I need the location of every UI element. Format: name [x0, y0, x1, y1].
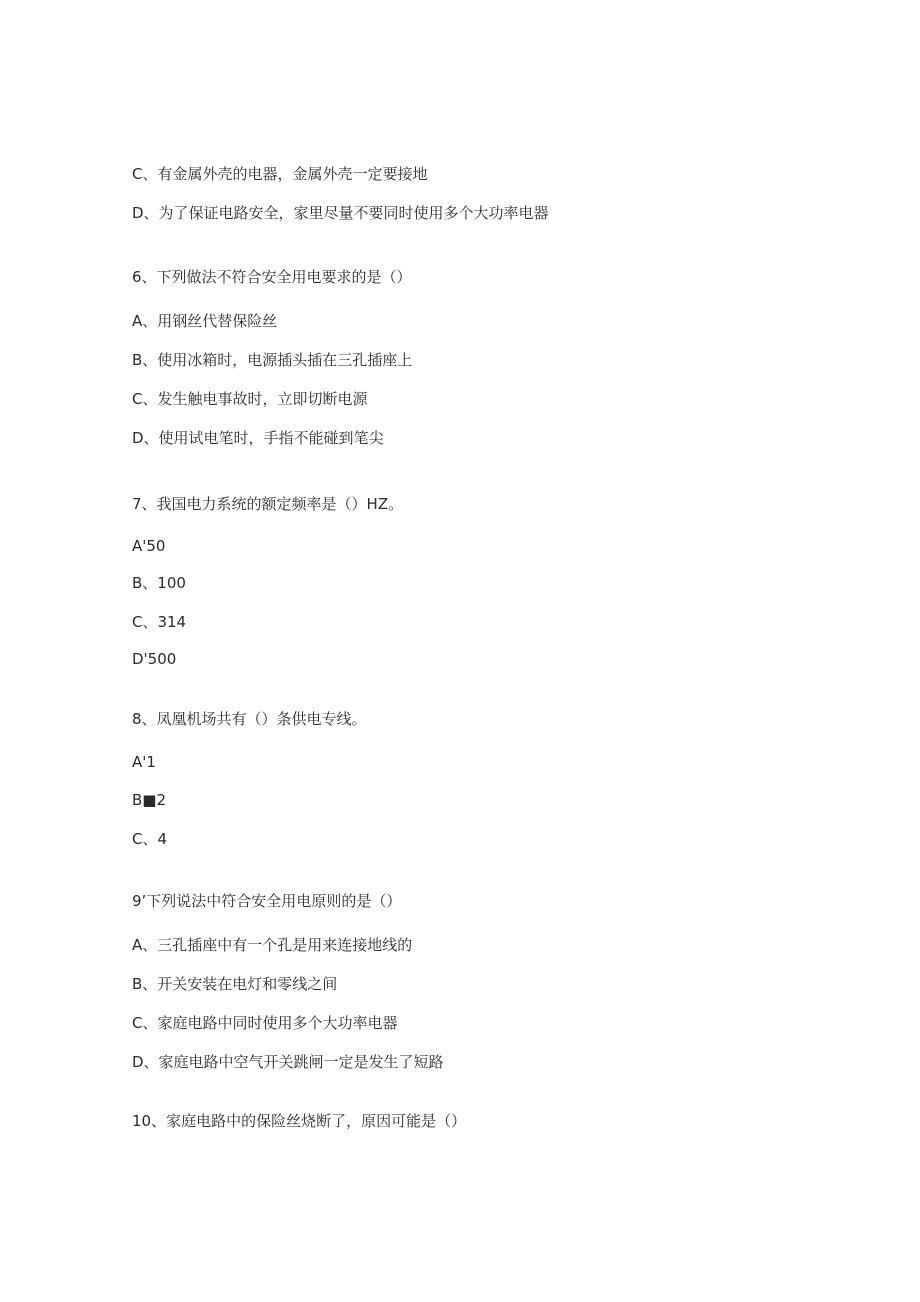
option-text: A'50	[132, 537, 166, 555]
option-text: C、家庭电路中同时使用多个大功率电器	[132, 1014, 398, 1032]
option-text: B、开关安装在电灯和零线之间	[132, 975, 338, 993]
option-text: B、100	[132, 574, 186, 592]
option-text: C、314	[132, 613, 187, 631]
question-text: 7、我国电力系统的额定频率是（）HZ。	[132, 495, 404, 513]
question-text: 10、家庭电路中的保险丝烧断了，原因可能是（）	[132, 1112, 467, 1130]
option-text: D、使用试电笔时，手指不能碰到笔尖	[132, 429, 384, 447]
option-text: A、用钢丝代替保险丝	[132, 312, 278, 330]
option-text: B■2	[132, 791, 167, 809]
option-text: D、家庭电路中空气开关跳闸一定是发生了短路	[132, 1053, 444, 1071]
question-text: 9’下列说法中符合安全用电原则的是（）	[132, 892, 402, 910]
option-text: A'1	[132, 753, 156, 771]
option-text: C、4	[132, 830, 168, 848]
option-text: C、有金属外壳的电器，金属外壳一定要接地	[132, 165, 428, 183]
option-text: D'500	[132, 650, 177, 668]
option-text: C、发生触电事故时，立即切断电源	[132, 390, 368, 408]
option-text: A、三孔插座中有一个孔是用来连接地线的	[132, 936, 413, 954]
question-text: 8、凤凰机场共有（）条供电专线。	[132, 710, 367, 728]
option-text: B、使用冰箱时，电源插头插在三孔插座上	[132, 351, 413, 369]
question-text: 6、下列做法不符合安全用电要求的是（）	[132, 268, 412, 286]
option-text: D、为了保证电路安全，家里尽量不要同时使用多个大功率电器	[132, 204, 549, 222]
